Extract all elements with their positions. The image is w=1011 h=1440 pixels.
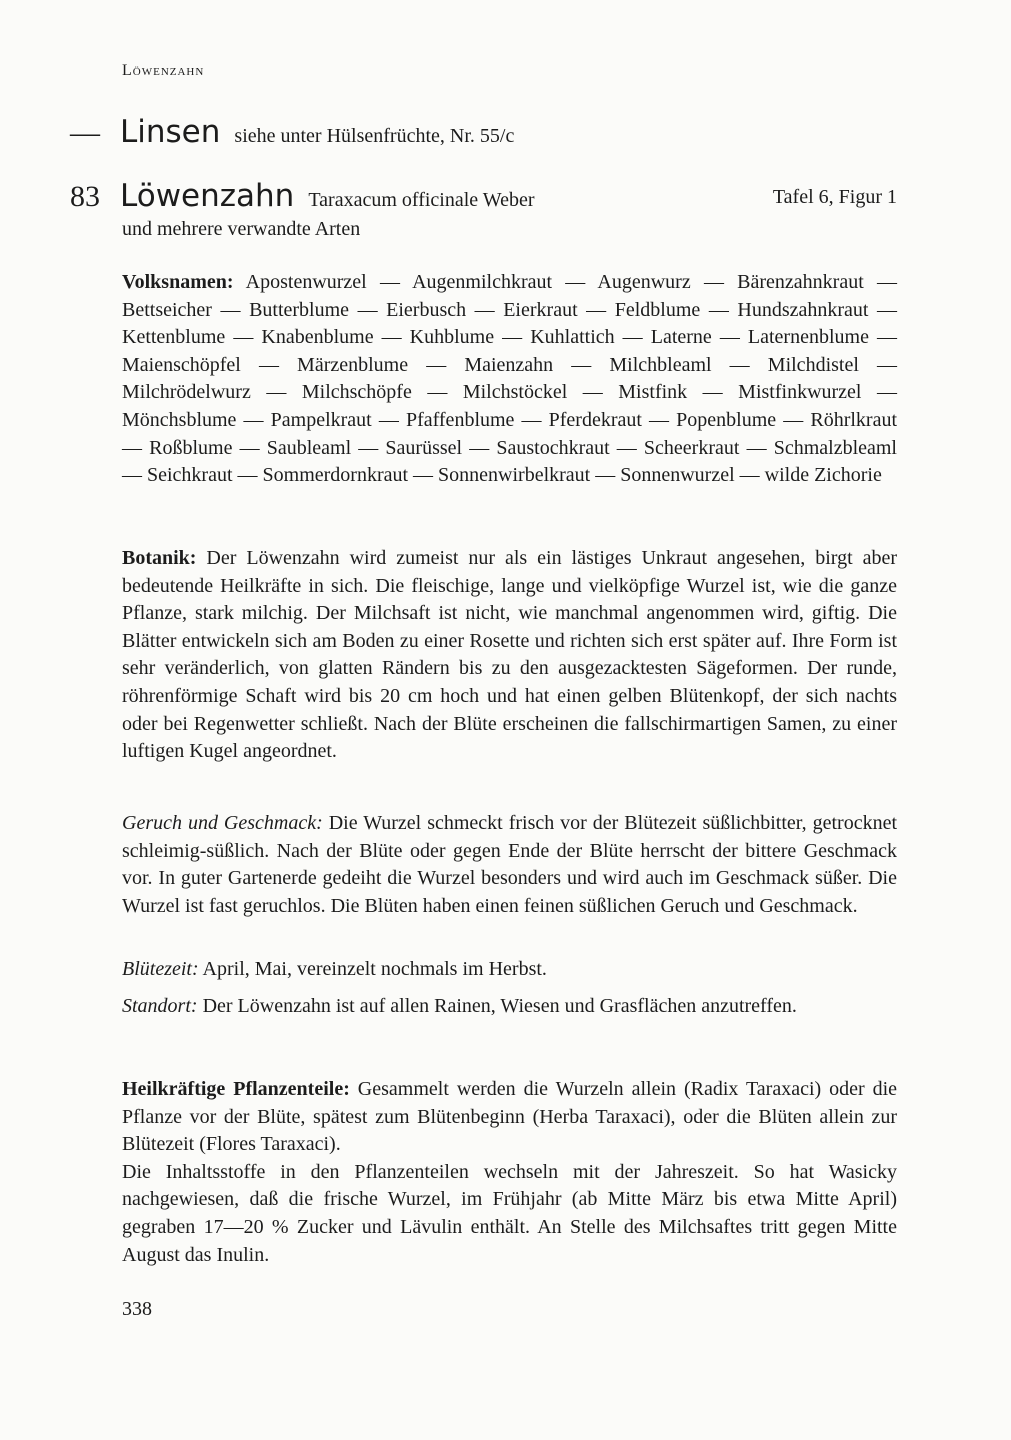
latin-name: Taraxacum officinale Weber bbox=[308, 189, 535, 211]
dash: — bbox=[70, 116, 100, 149]
cross-ref-title: Linsen bbox=[120, 114, 221, 150]
section-label: Botanik: bbox=[122, 547, 197, 569]
section-label: Blütezeit: bbox=[122, 958, 199, 980]
section-text: Apostenwurzel — Augenmilchkraut — Augenwurz — Bärenzahnkraut — Bettseicher — Butterblume — Eierbusch — Eierkraut — Feldblume — Hundszahnkraut — Kettenblume — Knabenblume — Kuhblume — Kuhlattich — Laterne — Laternenblume — Maienschöpfel — Märzenblume — Maienzahn — Milchbleaml — Milchdistel — Milchrödelwurz — Milchschöpfe — Milchstöckel — Mistfink — Mistfinkwurzel — Mönchsblume — Pampelkraut — Pfaffenblume — Pferdekraut — Popenblume — Röhrlkraut — Roßblume — Saubleaml — Saurüssel — Saustochkraut — Scheerkraut — Schmalzbleaml — Seichkraut — Sommerdornkraut — Sonnenwirbelkraut — Sonnenwurzel — wilde Zichorie bbox=[122, 271, 897, 487]
page-number: 338 bbox=[122, 1298, 152, 1320]
section-heilkraeftige bbox=[122, 1076, 897, 1269]
section-text: Der Löwenzahn ist auf allen Rainen, Wiesen und Grasflächen anzutreffen. bbox=[202, 995, 797, 1017]
section-bluetezeit bbox=[122, 956, 897, 984]
entry-heading bbox=[70, 178, 534, 214]
section-volksnamen bbox=[122, 269, 897, 490]
entry-number: 83 bbox=[70, 180, 100, 213]
section-standort bbox=[122, 993, 897, 1021]
cross-reference bbox=[70, 114, 514, 150]
section-text: Der Löwenzahn wird zumeist nur als ein lästiges Unkraut angesehen, birgt aber bedeutende Heilkräfte in sich. Die fleischige, lange und vielköpfige Wurzel ist, wie die ganze Pflanze, stark milchig. Der Milchsaft ist nicht, wie manchmal angenommen wird, giftig. Die Blätter entwickeln sich am Boden zu einer Rosette und richten sich erst später auf. Ihre Form ist sehr veränderlich, von glatten Rändern bis zu den ausgezacktesten Sägeformen. Der runde, röhrenförmige Schaft wird bis 20 cm hoch und hat einen gelben Blütenkopf, der sich nachts oder bei Regenwetter schließt. Nach der Blüte erscheinen die fallschirmartigen Samen, zu einer luftigen Kugel angeordnet. bbox=[122, 547, 897, 763]
section-text-continued: Die Inhaltsstoffe in den Pflanzenteilen wechseln mit der Jahreszeit. So hat Wasicky nachgewiesen, daß die frische Wurzel, im Frühjahr (ab Mitte März bis etwa Mitte April) gegraben 17—20 % Zucker und Lävulin enthält. An Stelle des Milchsaftes tritt gegen Mitte August das Inulin. bbox=[122, 1160, 897, 1266]
latin-name-continued: und mehrere verwandte Arten bbox=[122, 218, 361, 240]
plate-reference: Tafel 6, Figur 1 bbox=[772, 186, 897, 208]
section-text: Die Wurzel schmeckt frisch vor der Blütezeit süßlichbitter, getrocknet schleimig-süßlich. Nach der Blüte oder gegen Ende der Blüte herrscht der bittere Geschmack vor. In guter Gartenerde gedeiht die Wurzel besonders und wird auch im Geschmack süßer. Die Wurzel ist fast geruchlos. Die Blüten haben einen feinen süßlichen Geruch und Geschmack. bbox=[122, 812, 898, 917]
section-botanik bbox=[122, 545, 897, 766]
entry-title: Löwenzahn bbox=[120, 178, 295, 214]
running-head: Löwenzahn bbox=[122, 62, 205, 79]
section-label: Geruch und Geschmack: bbox=[122, 812, 323, 834]
cross-ref-text: siehe unter Hülsenfrüchte, Nr. 55/c bbox=[234, 125, 515, 147]
section-text: April, Mai, vereinzelt nochmals im Herbst. bbox=[202, 958, 547, 980]
section-geruch bbox=[122, 810, 897, 920]
section-label: Heilkräftige Pflanzenteile: bbox=[122, 1078, 350, 1100]
section-label: Standort: bbox=[122, 995, 198, 1017]
section-label: Volksnamen: bbox=[122, 271, 234, 293]
section-text: Gesammelt werden die Wurzeln allein (Radix Taraxaci) oder die Pflanze vor der Blüte, spätest zum Blütenbeginn (Herba Taraxaci), oder die Blüten allein zur Blütezeit (Flores Taraxaci). bbox=[122, 1078, 898, 1156]
